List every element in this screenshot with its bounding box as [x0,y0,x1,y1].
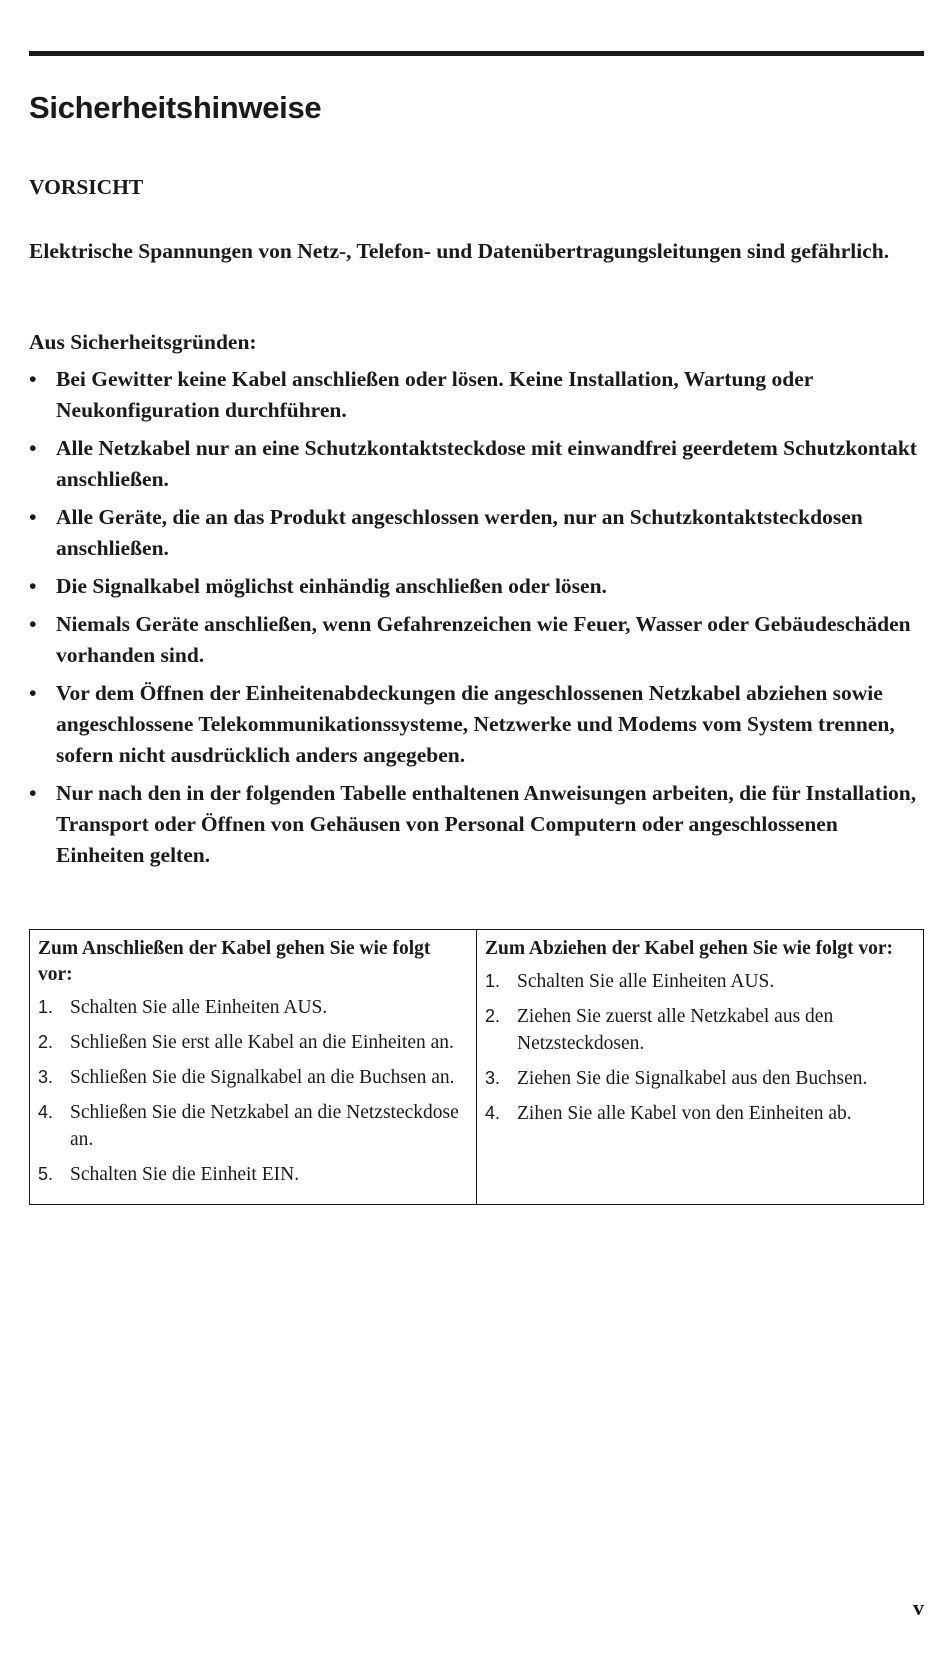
step-number: 4. [38,1102,54,1122]
step-number: 4. [485,1103,501,1123]
step-number: 3. [485,1068,501,1088]
step-item [485,1100,915,1127]
step-item [38,1099,468,1153]
step-number: 1. [38,997,54,1017]
step-number: 5. [38,1164,54,1184]
step-text: Ziehen Sie die Signalkabel aus den Buchsen. [517,1068,868,1089]
disconnect-header: Zum Abziehen der Kabel gehen Sie wie folgt vor: [485,938,894,959]
bullet-item: • Nur nach den in der folgenden Tabelle enthaltenen Anweisungen arbeiten, die für Installation, Transport oder Öffnen von Gehäusen von Personal Computern oder angeschlossenen Einheiten gelten. [29,778,919,871]
page-title: Sicherheitshinweise [29,90,322,125]
step-number: 1. [485,971,501,991]
step-text: Schalten Sie die Einheit EIN. [70,1164,300,1185]
step-item [38,1064,468,1091]
top-rule [29,51,924,56]
step-text: Ziehen Sie zuerst alle Netzkabel aus den Netzsteckdosen. [517,1006,834,1054]
step-item [38,1161,468,1188]
intro-paragraph: Elektrische Spannungen von Netz-, Telefon- und Datenübertragungsleitungen sind gefährlich. [29,239,890,263]
connect-steps [38,994,468,1188]
cable-steps-table [29,929,924,1205]
step-text: Schließen Sie erst alle Kabel an die Einheiten an. [70,1032,454,1053]
step-text: Schalten Sie alle Einheiten AUS. [70,997,328,1018]
caution-label: VORSICHT [29,175,144,199]
step-item [485,968,915,995]
step-text: Schalten Sie alle Einheiten AUS. [517,971,775,992]
step-text: Schließen Sie die Netzkabel an die Netzsteckdose an. [70,1102,459,1150]
step-item [38,1029,468,1056]
step-number: 2. [485,1006,501,1026]
step-number: 2. [38,1032,54,1052]
bullet-item: • Niemals Geräte anschließen, wenn Gefahrenzeichen wie Feuer, Wasser oder Gebäudeschäden vorhanden sind. [29,609,919,671]
step-text: Schließen Sie die Signalkabel an die Buchsen an. [70,1067,455,1088]
bullet-item: • Vor dem Öffnen der Einheitenabdeckungen die angeschlossenen Netzkabel abziehen sowie angeschlossene Telekommunikationssysteme, Netzwerke und Modems vom System trennen, sofern nicht ausdrücklich anders angegeben. [29,678,919,771]
step-item [38,994,468,1021]
bullet-item: • Alle Netzkabel nur an eine Schutzkontaktsteckdose mit einwandfrei geerdetem Schutzkontakt anschließen. [29,433,919,495]
reasons-label: Aus Sicherheitsgründen: [29,330,257,354]
step-number: 3. [38,1067,54,1087]
bullet-item: • Alle Geräte, die an das Produkt angeschlossen werden, nur an Schutzkontaktsteckdosen anschließen. [29,502,919,564]
step-text: Zihen Sie alle Kabel von den Einheiten ab. [517,1103,852,1124]
step-item [485,1065,915,1092]
step-item [485,1003,915,1057]
bullet-item: • Bei Gewitter keine Kabel anschließen oder lösen. Keine Installation, Wartung oder Neukonfiguration durchführen. [29,364,919,426]
connect-column [30,930,477,1205]
disconnect-column [477,930,924,1205]
page-number: v [913,1595,924,1620]
connect-header: Zum Anschließen der Kabel gehen Sie wie folgt vor: [38,938,431,985]
disconnect-steps [485,968,915,1127]
bullet-item: • Die Signalkabel möglichst einhändig anschließen oder lösen. [29,571,919,602]
safety-bullet-list [29,364,919,878]
